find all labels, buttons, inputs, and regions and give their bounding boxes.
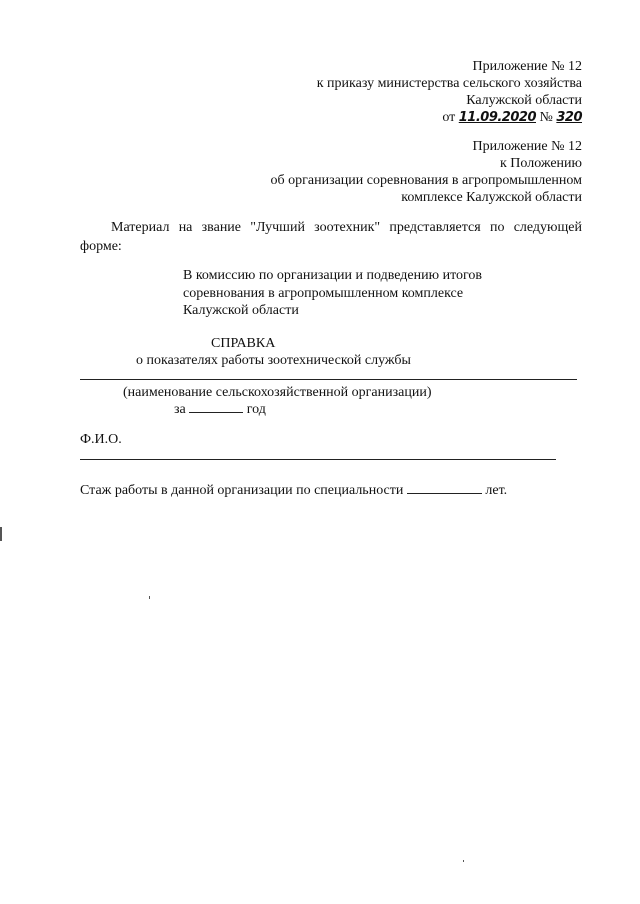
year-prefix: за	[174, 402, 186, 417]
experience-blank	[407, 481, 482, 494]
intro-paragraph: Материал на звание "Лучший зоотехник" представляется по следующей форме:	[80, 220, 582, 254]
addressee-line-2: соревнования в агропромышленном комплексе	[183, 286, 464, 301]
annex2-regulation-line: к Положению	[499, 156, 582, 171]
organization-caption: (наименование сельскохозяйственной организации)	[123, 385, 432, 400]
scan-artifact	[463, 860, 464, 862]
annex2-number: Приложение № 12	[472, 139, 582, 154]
year-blank	[189, 400, 243, 413]
year-line	[174, 400, 266, 418]
annex1-order-line: к приказу министерства сельского хозяйства	[316, 76, 582, 91]
experience-line	[80, 481, 507, 499]
experience-text: Стаж работы в данной организации по специальности	[80, 483, 404, 498]
annex1-number-sign: №	[539, 110, 553, 125]
addressee-line-1: В комиссию по организации и подведению итогов	[183, 268, 483, 283]
scan-artifact	[149, 596, 150, 599]
fio-label: Ф.И.О.	[80, 432, 122, 447]
annex2-subject-line: об организации соревнования в агропромышленном	[270, 173, 582, 188]
scan-artifact	[0, 527, 2, 541]
handwritten-date: 11.09.2020	[458, 110, 536, 125]
annex1-date-line	[442, 109, 582, 126]
fio-line	[80, 459, 556, 460]
annex1-date-prefix: от	[442, 110, 456, 125]
experience-suffix: лет.	[485, 483, 508, 498]
annex2-region-line: комплексе Калужской области	[401, 190, 582, 205]
document-subtitle: о показателях работы зоотехнической службы	[136, 353, 411, 368]
year-suffix: год	[246, 402, 266, 417]
addressee-line-3: Калужской области	[183, 303, 299, 318]
handwritten-order-number: 320	[556, 110, 582, 125]
document-title: СПРАВКА	[211, 336, 276, 351]
annex1-region-line: Калужской области	[466, 93, 582, 108]
organization-name-line	[80, 379, 577, 380]
annex1-number: Приложение № 12	[472, 59, 582, 74]
